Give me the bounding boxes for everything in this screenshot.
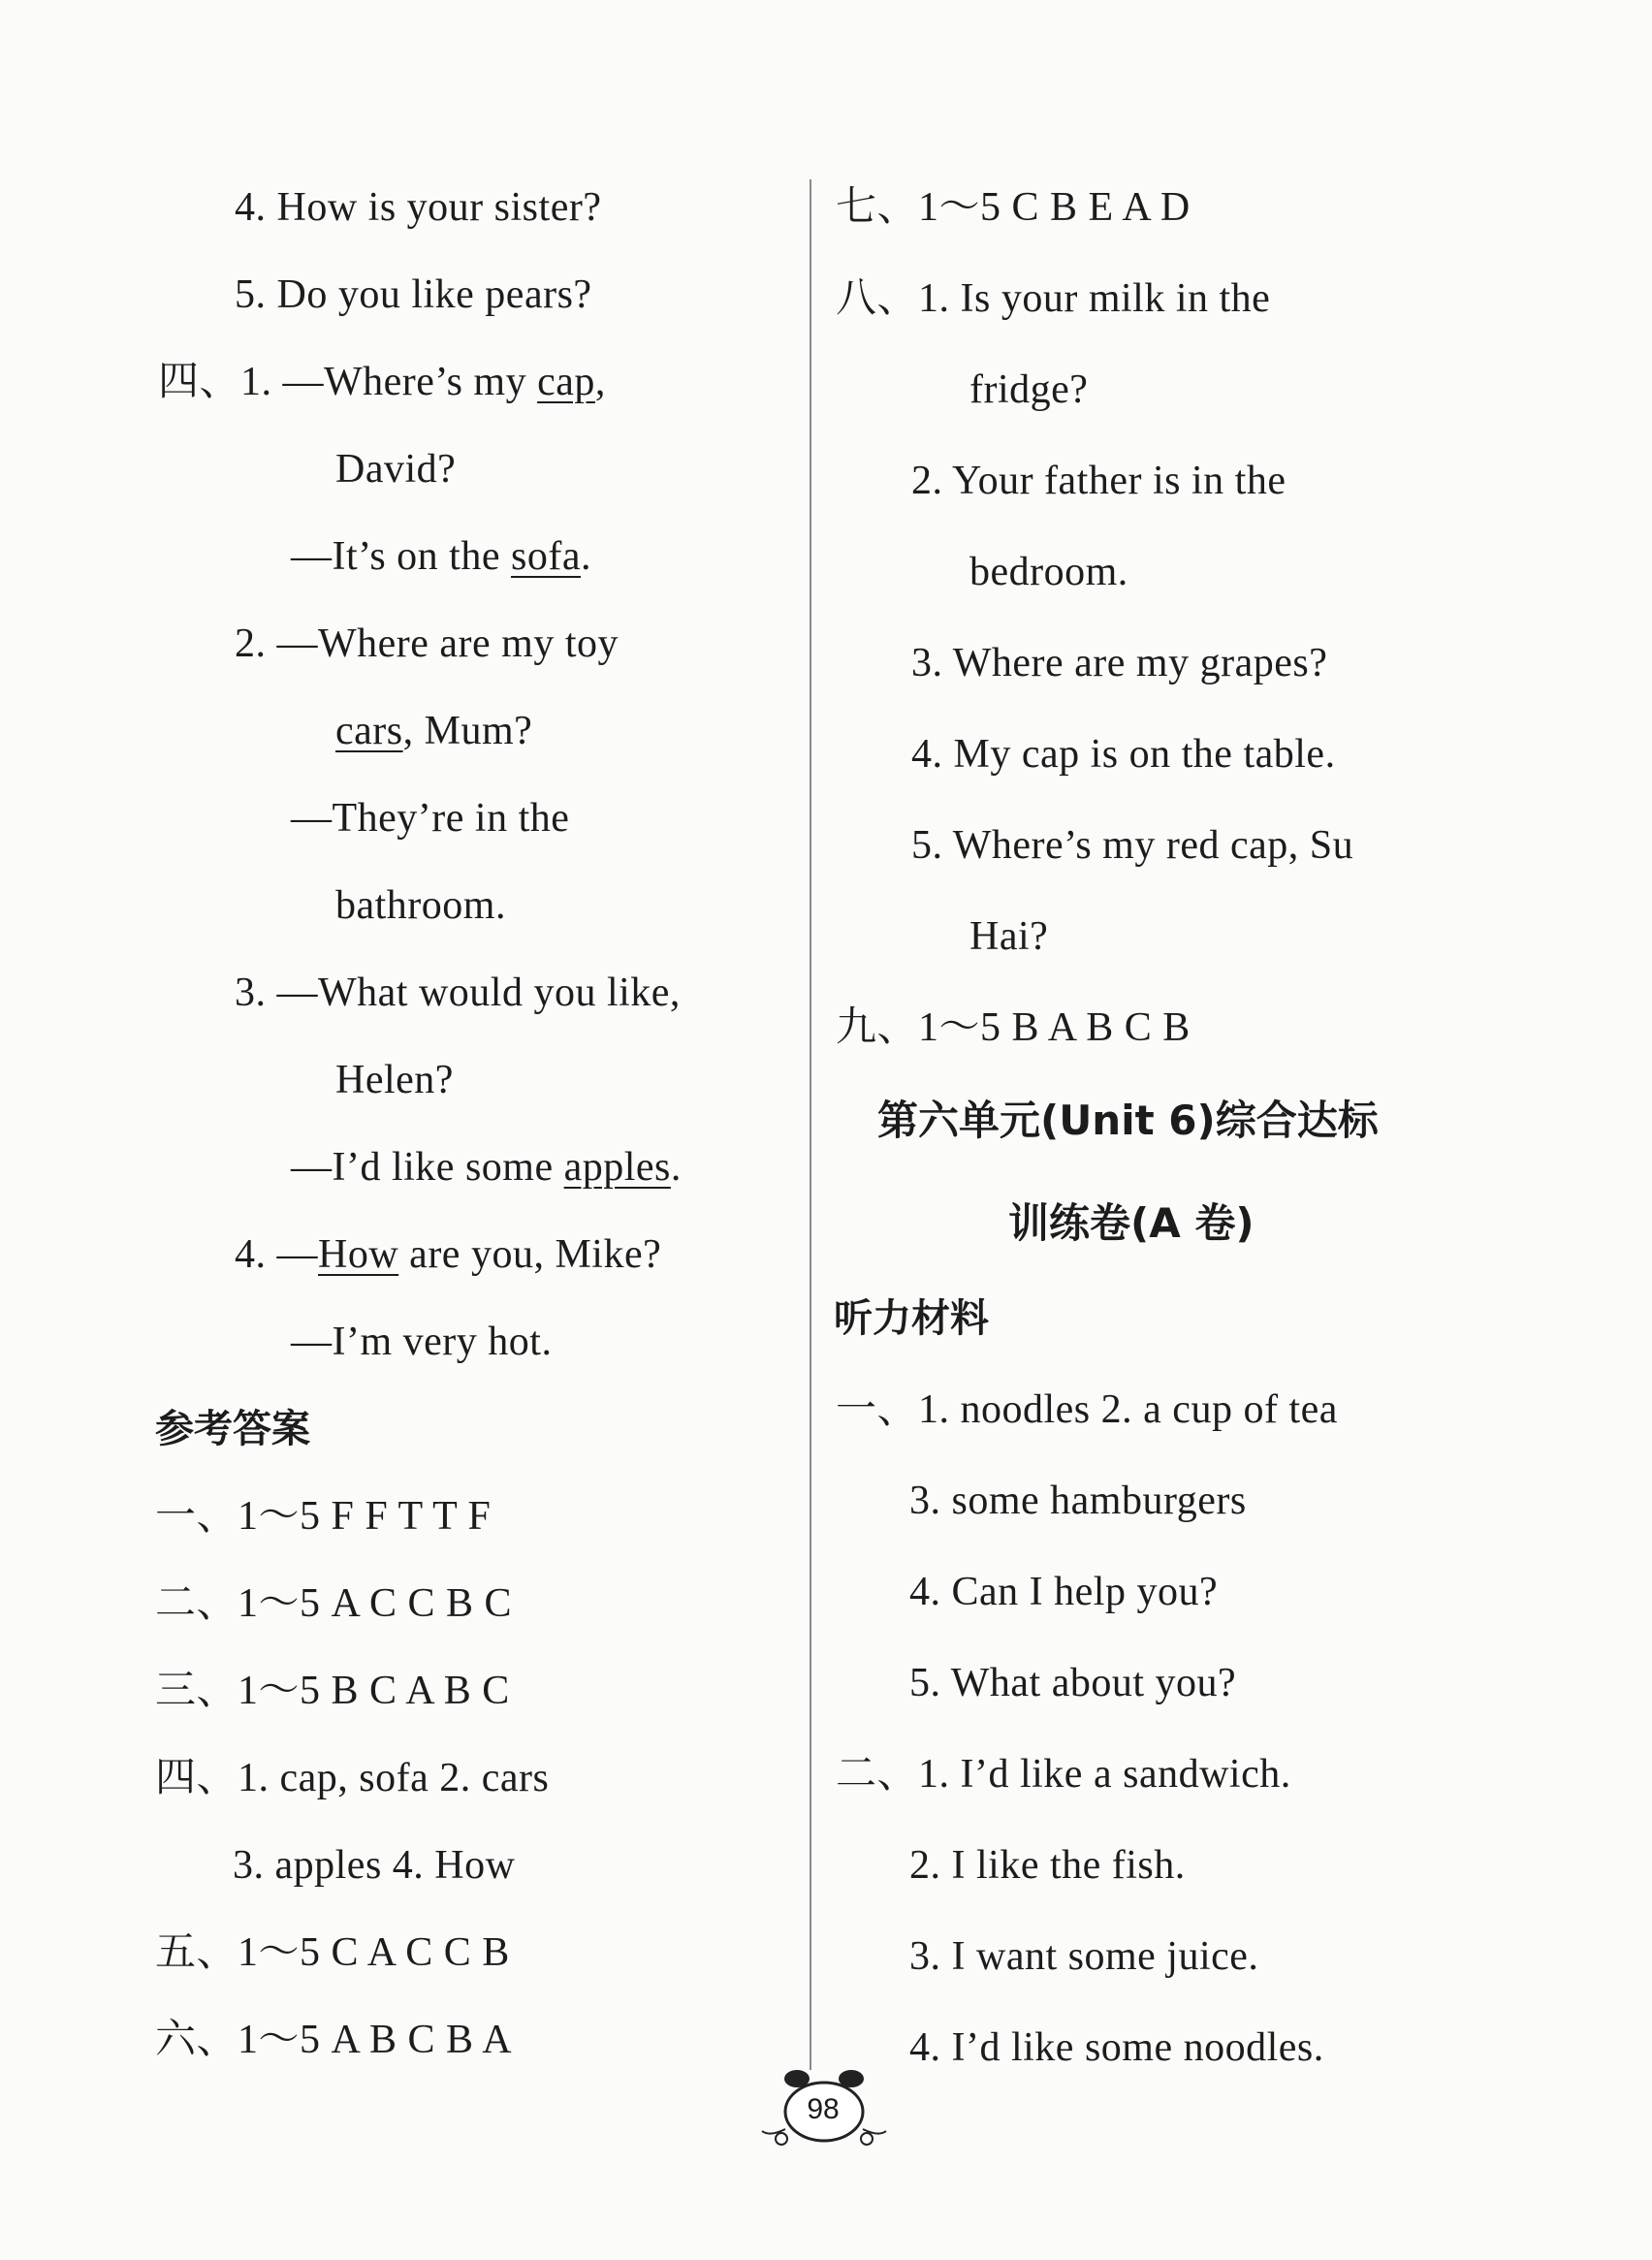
answer-line: 六、1～5 A B C B A xyxy=(155,2018,513,2062)
answer-line: 二、1～5 A C C B C xyxy=(155,1581,513,1626)
text-line: 四、1. —Where’s my cap, xyxy=(158,360,606,404)
text-line: 4. —How are you, Mike? xyxy=(235,1232,662,1277)
answer-underline: How xyxy=(318,1232,399,1277)
text-line: cars, Mum? xyxy=(335,709,533,753)
answer-line: 三、1～5 B C A B C xyxy=(155,1669,510,1713)
text-line: 4. My cap is on the table. xyxy=(911,732,1336,777)
text-line: 4. How is your sister? xyxy=(235,185,602,230)
text-line: 5. What about you? xyxy=(909,1661,1237,1705)
text-line: 2. Your father is in the xyxy=(911,459,1287,503)
text-line: Hai? xyxy=(969,914,1049,959)
text-line: —They’re in the xyxy=(291,796,570,841)
text-line: 2. I like the fish. xyxy=(909,1843,1186,1888)
text-line: 4. I’d like some noodles. xyxy=(909,2025,1324,2070)
text-line: 5. Do you like pears? xyxy=(235,272,592,317)
text-line: —I’m very hot. xyxy=(291,1320,553,1364)
answer-underline: sofa xyxy=(510,534,581,579)
text-line: 5. Where’s my red cap, Su xyxy=(911,823,1354,868)
text-line: 3. some hamburgers xyxy=(909,1479,1247,1523)
section-title: 第六单元(Unit 6)综合达标 xyxy=(877,1097,1379,1144)
text-line: Helen? xyxy=(335,1058,454,1102)
column-divider xyxy=(810,179,811,2070)
text-line: 2. —Where are my toy xyxy=(235,621,620,666)
text-line: 二、1. I’d like a sandwich. xyxy=(836,1752,1291,1797)
section-heading: 参考答案 xyxy=(155,1407,310,1451)
answer-line: 九、1～5 B A B C B xyxy=(836,1005,1191,1050)
answer-line: 一、1～5 F F T T F xyxy=(155,1494,492,1539)
section-heading: 听力材料 xyxy=(834,1296,989,1341)
text-line: 3. I want some juice. xyxy=(909,1934,1259,1979)
answer-underline: cap xyxy=(537,360,595,404)
text-line: 一、1. noodles 2. a cup of tea xyxy=(836,1387,1338,1432)
answer-underline: cars xyxy=(335,709,403,753)
text-line: bathroom. xyxy=(335,883,506,928)
answer-line: 五、1～5 C A C C B xyxy=(155,1930,510,1975)
text-line: 八、1. Is your milk in the xyxy=(836,276,1271,321)
text-line: 4. Can I help you? xyxy=(909,1570,1219,1614)
answer-line: 四、1. cap, sofa 2. cars xyxy=(155,1756,550,1800)
text-line: 3. —What would you like, xyxy=(235,971,681,1015)
answer-line: 七、1～5 C B E A D xyxy=(836,185,1191,230)
text-line: David? xyxy=(335,447,457,492)
answer-underline: apples xyxy=(563,1145,671,1190)
page-number-badge xyxy=(756,2065,892,2152)
page-number: 98 xyxy=(807,2093,840,2125)
text-line: —It’s on the sofa. xyxy=(291,534,591,579)
section-title: 训练卷(A 卷) xyxy=(1008,1199,1255,1247)
text-line: —I’d like some apples. xyxy=(291,1145,682,1190)
answer-line: 3. apples 4. How xyxy=(233,1843,516,1888)
text-line: bedroom. xyxy=(969,550,1128,594)
text-line: 3. Where are my grapes? xyxy=(911,641,1328,685)
text-line: fridge? xyxy=(969,367,1089,412)
